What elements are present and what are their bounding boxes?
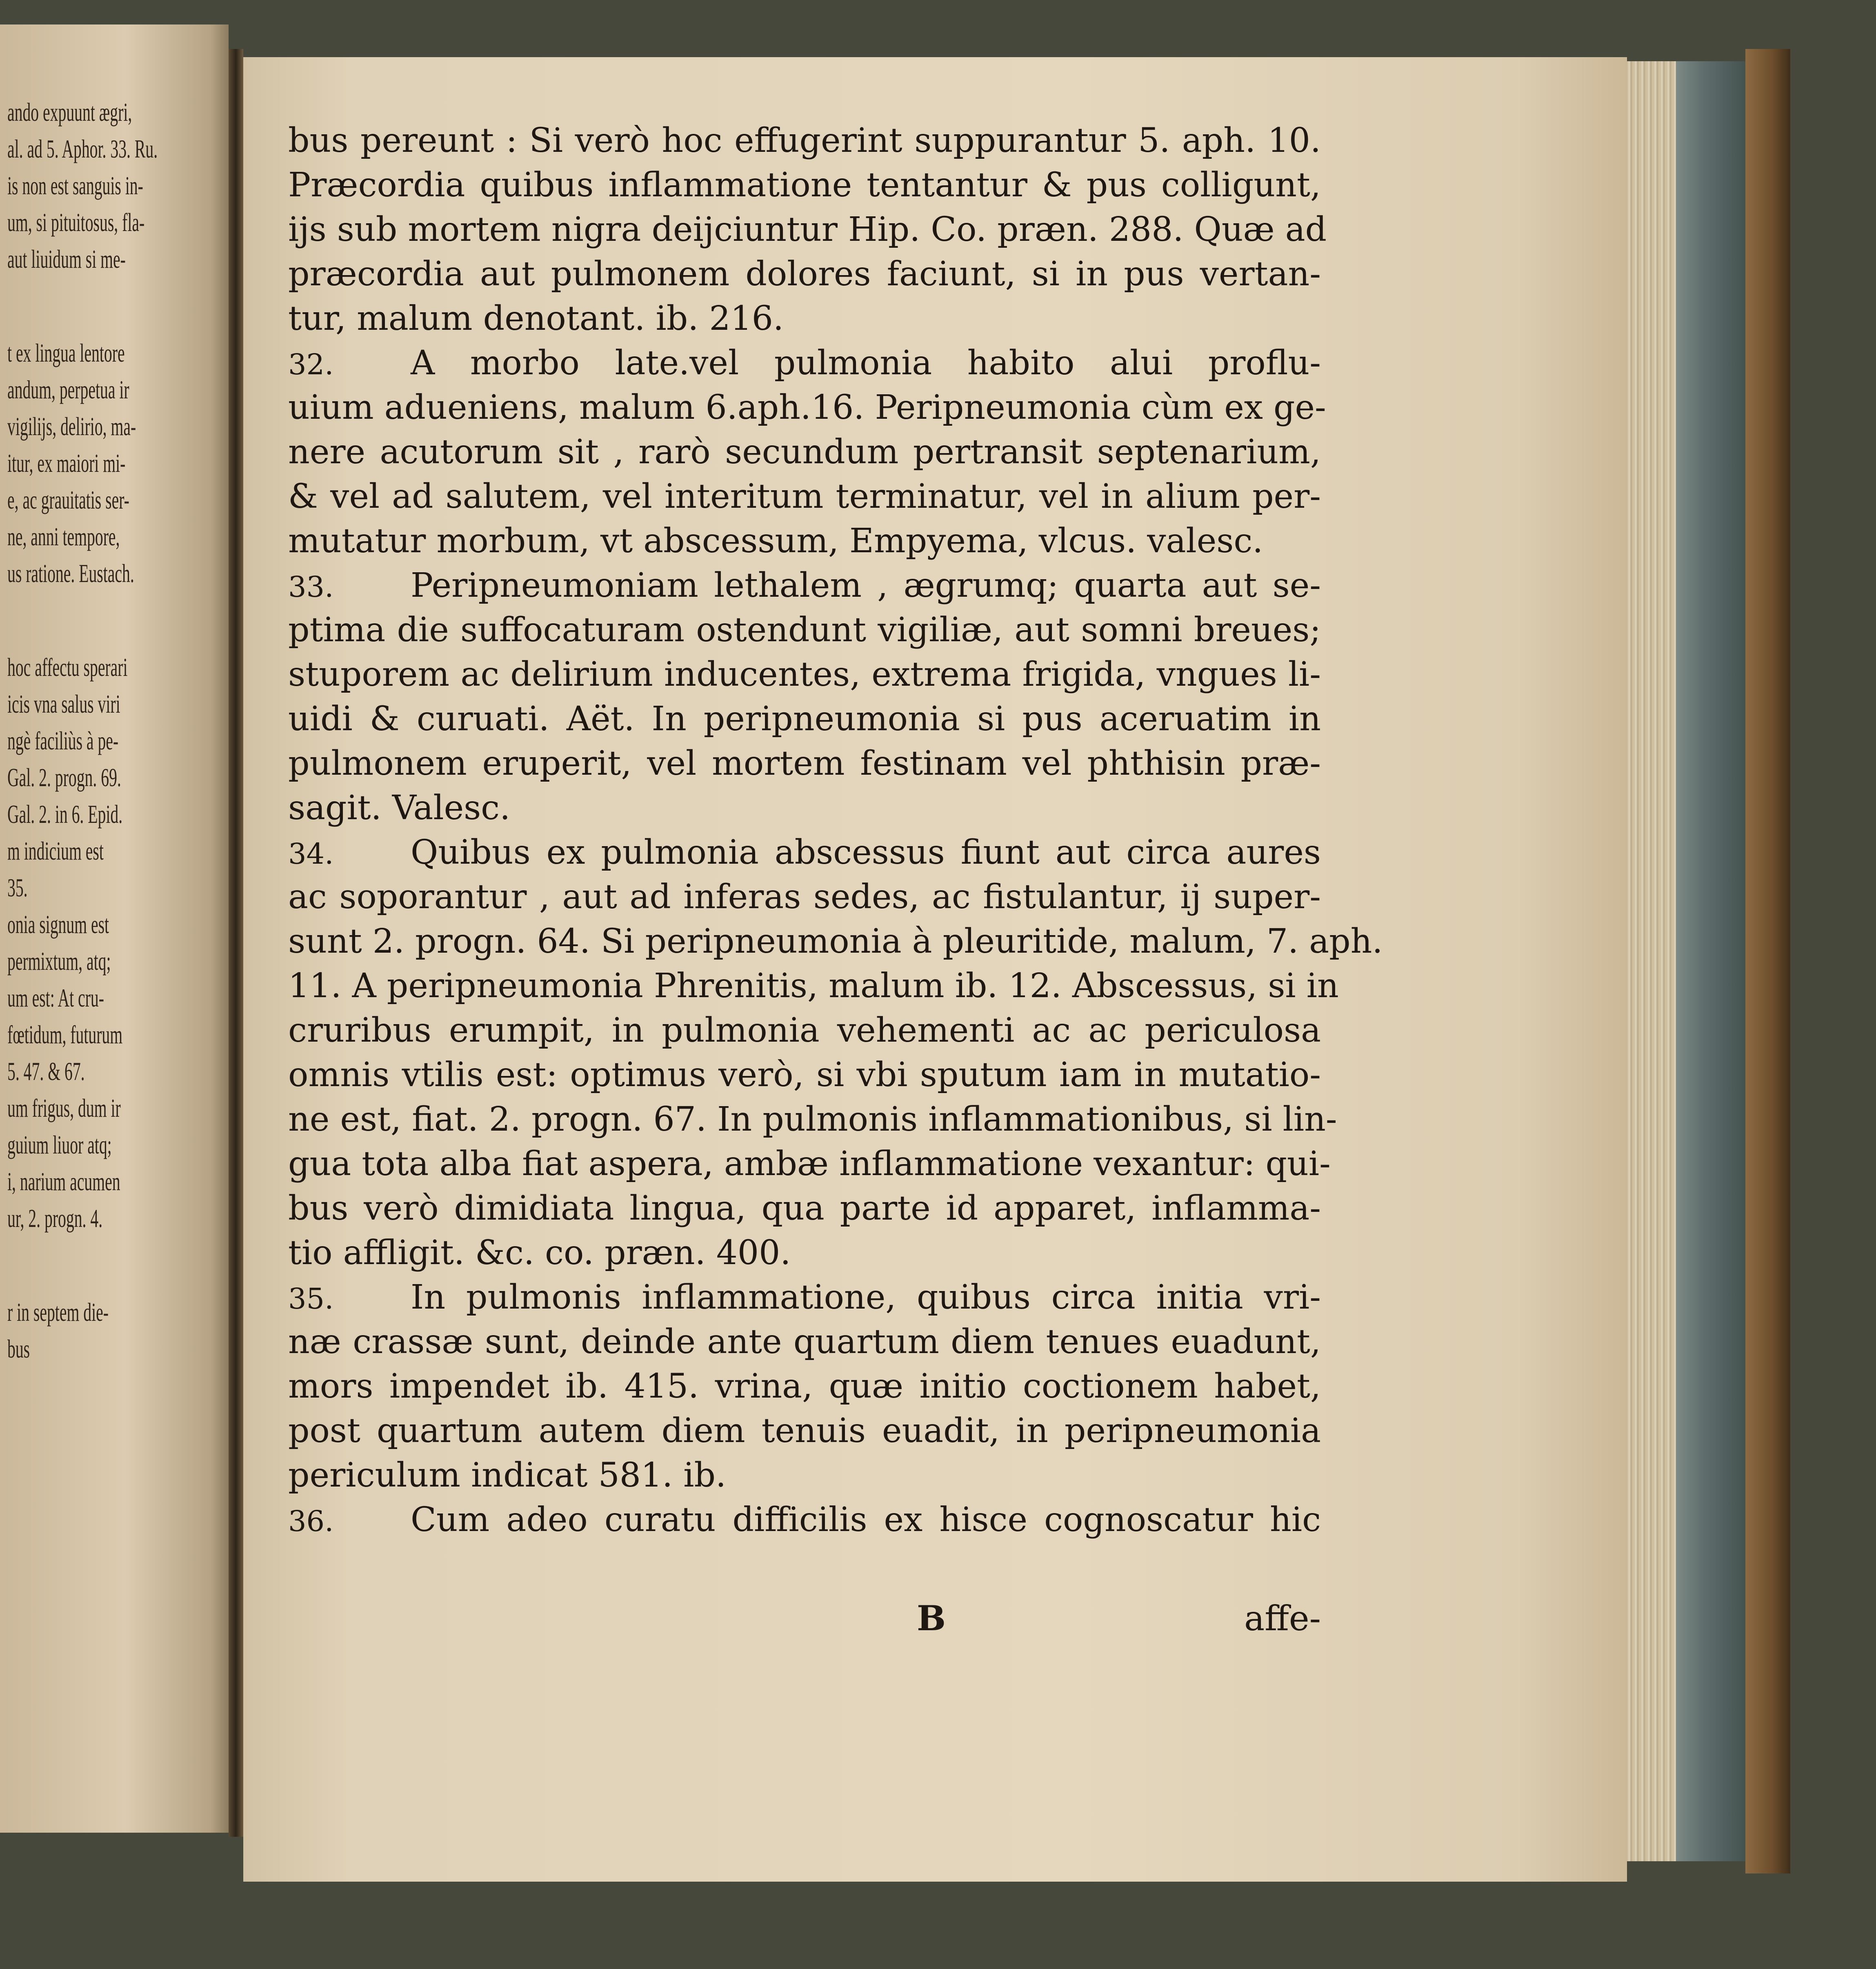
text-line: 35. In pulmonis inflammatione, quibus circa initia vri- (288, 1278, 1321, 1317)
left-page-line: ando expuunt ægri, (7, 98, 132, 127)
left-page-line: r in septem die- (7, 1298, 109, 1327)
catchword: affe- (1244, 1598, 1321, 1638)
signature-mark: B (917, 1598, 946, 1638)
text-line: 34. Quibus ex pulmonia abscessus fiunt aut circa aures (288, 833, 1321, 872)
left-page-line: 35. (7, 873, 28, 902)
line-text: A morbo late.vel pulmonia habito alui proflu- (411, 344, 1321, 382)
line-text: Peripneumoniam lethalem , ægrumq; quarta aut se- (411, 566, 1321, 605)
left-page-line: hoc affectu sperari (7, 653, 128, 682)
text-line: bus pereunt : Si verò hoc effugerint suppurantur 5. aph. 10. (288, 121, 1321, 160)
line-text: Cum adeo curatu difficilis ex hisce cognoscatur hic (411, 1500, 1321, 1539)
text-line: & vel ad salutem, vel interitum terminatur, vel in alium per- (288, 477, 1321, 516)
left-page-line: 5. 47. & 67. (7, 1057, 85, 1086)
left-page-line: e, ac grauitatis ser- (7, 485, 129, 514)
left-page-line (7, 592, 142, 649)
text-line: gua tota alba fiat aspera, ambæ inflammatione vexantur: qui- (288, 1145, 1331, 1183)
left-page-line (7, 1237, 142, 1294)
text-line: præcordia aut pulmonem dolores faciunt, si in pus vertan- (288, 255, 1321, 293)
text-line: næ crassæ sunt, deinde ante quartum diem tenues euadunt, (288, 1322, 1321, 1361)
left-page-line: us ratione. Eustach. (7, 559, 134, 588)
line-text: Quibus ex pulmonia abscessus fiunt aut circa aures (411, 833, 1321, 872)
left-page-line: t ex lingua lentore (7, 338, 125, 367)
text-line: tio affligit. &c. co. præn. 400. (288, 1233, 791, 1272)
left-page-line: icis vna salus viri (7, 689, 120, 718)
left-page-line: aut liuidum si me- (7, 244, 126, 273)
text-line: 33. Peripneumoniam lethalem , ægrumq; quarta aut se- (288, 566, 1321, 605)
left-page-line: is non est sanguis in- (7, 171, 143, 200)
left-page-line: ngè faciliùs à pe- (7, 726, 119, 755)
text-line: omnis vtilis est: optimus verò, si vbi sputum iam in mutatio- (288, 1056, 1321, 1094)
left-page-line: itur, ex maiori mi- (7, 449, 126, 478)
text-line: ptima die suffocaturam ostendunt vigiliæ, aut somni breues; (288, 611, 1321, 649)
page-footer (288, 1596, 1321, 1641)
left-page-line: andum, perpetua ir (7, 375, 129, 404)
text-line: sagit. Valesc. (288, 789, 511, 827)
text-line: ac soporantur , aut ad inferas sedes, ac fistulantur, ij super- (288, 878, 1321, 916)
cover-edge (1745, 49, 1790, 1873)
text-line: sunt 2. progn. 64. Si peripneumonia à pleuritide, malum, 7. aph. (288, 922, 1383, 961)
text-line: 36. Cum adeo curatu difficilis ex hisce cognoscatur hic (288, 1500, 1321, 1539)
page-edges (1627, 61, 1745, 1861)
text-line: uium adueniens, malum 6.aph.16. Peripneumonia cùm ex ge- (288, 388, 1326, 427)
main-text-block (288, 118, 1383, 1542)
left-page-line: ne, anni tempore, (7, 522, 120, 551)
text-line: post quartum autem diem tenuis euadit, in peripneumonia (288, 1411, 1321, 1450)
text-line: ne est, fiat. 2. progn. 67. In pulmonis inflammationibus, si lin- (288, 1100, 1337, 1139)
left-page-line: ur, 2. progn. 4. (7, 1204, 103, 1233)
left-page-text (7, 94, 224, 1686)
left-page-line: um, si pituitosus, fla- (7, 208, 145, 237)
text-line: 11. A peripneumonia Phrenitis, malum ib. 12. Abscessus, si in (288, 967, 1339, 1005)
text-line: bus verò dimidiata lingua, qua parte id apparet, inflamma- (288, 1189, 1321, 1228)
text-line: Præcordia quibus inflammatione tentantur & pus colligunt, (288, 166, 1321, 204)
left-page-line: m indicium est (7, 836, 104, 865)
left-page-line: um frigus, dum ir (7, 1093, 121, 1122)
text-line: tur, malum denotant. ib. 216. (288, 299, 784, 338)
left-page-line: i, narium acumen (7, 1167, 120, 1196)
text-line: uidi & curuati. Aët. In peripneumonia si pus aceruatim in (288, 700, 1321, 738)
left-page-line: al. ad 5. Aphor. 33. Ru. (7, 134, 158, 163)
text-line: pulmonem eruperit, vel mortem festinam vel phthisin præ- (288, 744, 1321, 783)
text-line: nere acutorum sit , rarò secundum pertransit septenarium, (288, 433, 1321, 471)
text-line: cruribus erumpit, in pulmonia vehementi ac ac periculosa (288, 1011, 1321, 1050)
left-page-line: bus (7, 1334, 30, 1363)
text-line: stuporem ac delirium inducentes, extrema frigida, vngues li- (288, 655, 1321, 694)
left-page-line: um est: At cru- (7, 983, 104, 1012)
left-page-line: onia signum est (7, 910, 109, 939)
left-page-line: permixtum, atq; (7, 947, 111, 976)
left-page-line: fœtidum, futurum (7, 1020, 123, 1049)
left-page-line: vigilijs, delirio, ma- (7, 412, 136, 441)
text-line: periculum indicat 581. ib. (288, 1456, 727, 1495)
text-line: ijs sub mortem nigra deijciuntur Hip. Co. præn. 288. Quæ ad (288, 210, 1327, 249)
left-page (0, 24, 229, 1833)
text-line: mutatur morbum, vt abscessum, Empyema, vlcus. valesc. (288, 522, 1263, 560)
text-line: mors impendet ib. 415. vrina, quæ initio coctionem habet, (288, 1367, 1321, 1406)
book-gutter (229, 49, 243, 1837)
left-page-line: guium liuor atq; (7, 1130, 112, 1159)
left-page-line: Gal. 2. progn. 69. (7, 763, 121, 792)
text-line: 32. A morbo late.vel pulmonia habito alui proflu- (288, 344, 1321, 382)
line-text: In pulmonis inflammatione, quibus circa initia vri- (411, 1278, 1321, 1317)
left-page-line (7, 278, 142, 335)
left-page-line: Gal. 2. in 6. Epid. (7, 800, 123, 829)
